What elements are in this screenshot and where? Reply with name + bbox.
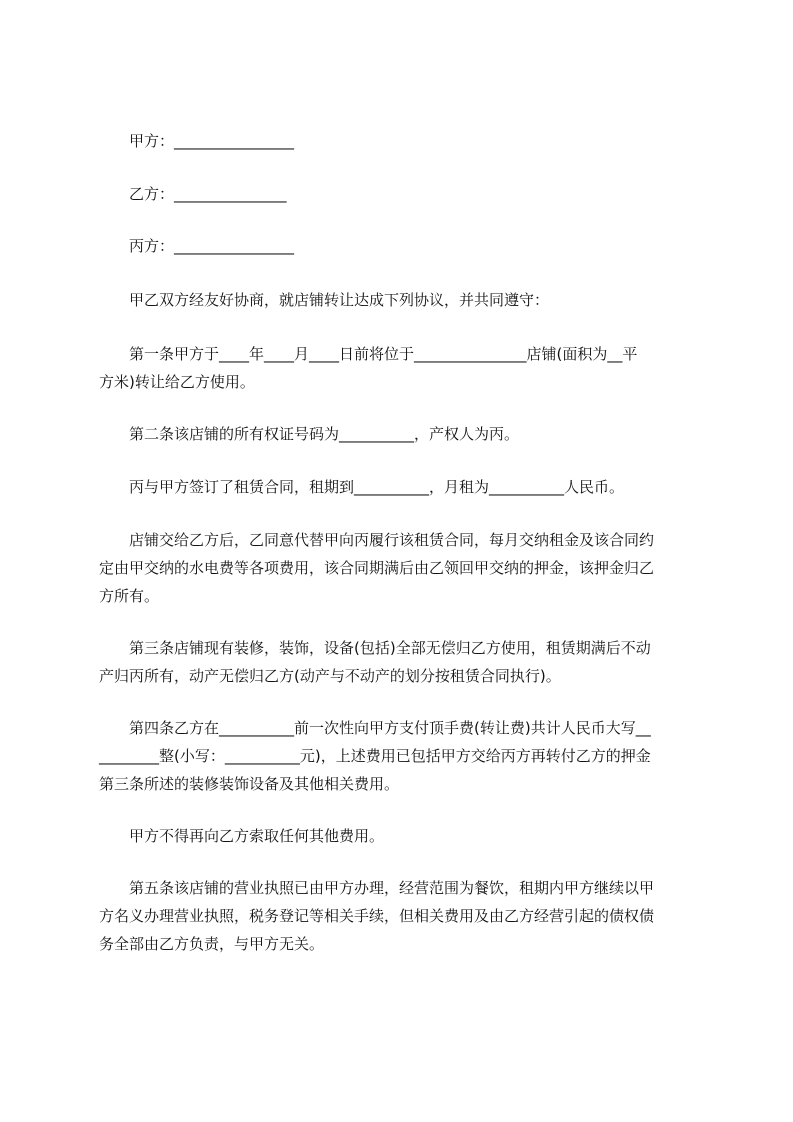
- no-other-fees-paragraph: 甲方不得再向乙方索取任何其他费用。: [99, 827, 385, 845]
- article-1-line-2: 方米)转让给乙方使用。: [99, 373, 255, 391]
- article-5-line-3: 务全部由乙方负责，与甲方无关。: [99, 935, 325, 953]
- handover-line-2: 定由甲交纳的水电费等各项费用，该合同期满后由乙领回甲交纳的押金，该押金归乙: [99, 559, 655, 577]
- article-2-paragraph: 第二条该店铺的所有权证号码为__________，产权人为丙。: [99, 425, 520, 443]
- handover-line-3: 方所有。: [99, 587, 160, 605]
- intro-paragraph: 甲乙双方经友好协商，就店铺转让达成下列协议，并共同遵守：: [99, 291, 550, 309]
- article-3-line-1: 第三条店铺现有装修，装饰，设备(包括)全部无偿归乙方使用，租赁期满后不动: [99, 639, 651, 657]
- lease-paragraph: 丙与甲方签订了租赁合同，租期到__________，月租为__________人民币。: [99, 478, 625, 496]
- article-4-line-2: ________整(小写：__________元)，上述费用已包括甲方交给丙方再转付乙方的押金: [99, 747, 651, 765]
- article-5-line-2: 方名义办理营业执照，税务登记等相关手续，但相关费用及由乙方经营引起的债权债: [99, 907, 655, 925]
- article-1-line-1: 第一条甲方于____年____月____日前将位于_______________店铺(面积为__平: [99, 345, 638, 363]
- party-a-line: 甲方：________________: [99, 132, 295, 150]
- article-4-line-3: 第三条所述的装修装饰设备及其他相关费用。: [99, 775, 400, 793]
- article-4-line-1: 第四条乙方在__________前一次性向甲方支付顶手费(转让费)共计人民币大写__: [99, 719, 651, 737]
- party-b-line: 乙方：_______________: [99, 185, 287, 203]
- party-c-line: 丙方：________________: [99, 237, 295, 255]
- article-5-line-1: 第五条该店铺的营业执照已由甲方办理，经营范围为餐饮，租期内甲方继续以甲: [99, 879, 655, 897]
- article-3-line-2: 产归丙所有，动产无偿归乙方(动产与不动产的划分按租赁合同执行)。: [99, 667, 561, 685]
- handover-line-1: 店铺交给乙方后，乙同意代替甲向丙履行该租赁合同，每月交纳租金及该合同约: [99, 531, 655, 549]
